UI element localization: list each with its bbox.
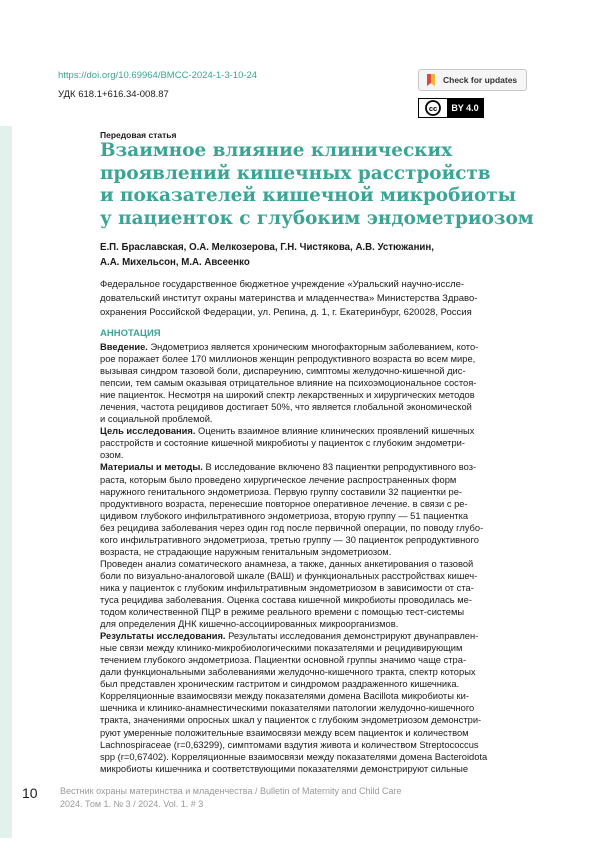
abstract-line bbox=[100, 763, 530, 775]
abstract-text: вызывая синдром тазовой боли, диспареунию, симптомы желудочно-кишечной дис- bbox=[100, 366, 466, 377]
abstract-line bbox=[100, 618, 530, 630]
abstract-text: шечника и клинико-анамнестическими показателями патологии желудочно-кишечного bbox=[100, 703, 475, 714]
abstract-line bbox=[100, 714, 530, 726]
abstract-text: Lachnospiraceae (r=0,63299), симптомами вздутия живота и количеством Streptococcus bbox=[100, 739, 479, 750]
abstract-text: боли по визуально-аналоговой шкале (ВАШ) и функциональных расстройствах кишеч- bbox=[100, 570, 478, 581]
abstract-line bbox=[100, 389, 530, 401]
abstract-line bbox=[100, 570, 530, 582]
abstract-text: раста, которым было проведено хирургическое лечение распространенных форм bbox=[100, 474, 457, 485]
author-line: Е.П. Браславская, О.А. Мелкозерова, Г.Н. Чистякова, А.В. Устюжанин, bbox=[100, 242, 434, 253]
abstract-text: spp (r=0,67402). Корреляционные взаимосвязи между показателями домена Bacteroidota bbox=[100, 751, 488, 762]
abstract-line bbox=[100, 498, 530, 510]
abstract-text: для определения ДНК кишечно-ассоциированных микроорганизмов. bbox=[100, 619, 399, 630]
abstract-line bbox=[100, 510, 530, 522]
abstract-line bbox=[100, 546, 530, 558]
abstract-heading: АННОТАЦИЯ bbox=[100, 328, 161, 339]
abstract-line bbox=[100, 353, 530, 365]
license-badge[interactable] bbox=[418, 98, 484, 118]
abstract-line bbox=[100, 727, 530, 739]
abstract-text: дали функциональными заболеваниями желудочно-кишечного тракта, спектр которых bbox=[100, 667, 476, 678]
abstract-line bbox=[100, 534, 530, 546]
title-line: у пациенток с глубоким эндометриозом bbox=[100, 207, 534, 229]
abstract-text: пепсии, тем самым оказывая отрицательное влияние на психоэмоциональное состоя- bbox=[100, 378, 477, 389]
abstract-text: кого инфильтративного эндометриоза, третью группу — 30 пациенток репродуктивного bbox=[100, 534, 479, 545]
abstract-line bbox=[100, 449, 530, 461]
article-type: Передовая статья bbox=[100, 130, 177, 140]
abstract-line bbox=[100, 413, 530, 425]
abstract-line bbox=[100, 474, 530, 486]
page-number: 10 bbox=[22, 785, 38, 801]
abstract-text: без рецидива заболевания через один год после первичной операции, по поводу глубо- bbox=[100, 522, 484, 533]
abstract-line bbox=[100, 751, 530, 763]
abstract-text: расстройств и состояние кишечной микробиоты у пациенток с глубоким эндометри- bbox=[100, 438, 465, 449]
author-line: А.А. Михельсон, М.А. Авсеенко bbox=[100, 257, 250, 268]
license-label: BY 4.0 bbox=[447, 99, 483, 117]
title-line: и показателей кишечной микробиоты bbox=[100, 185, 517, 206]
abstract-line bbox=[100, 486, 530, 498]
abstract-section-label: Материалы и методы. bbox=[100, 462, 203, 473]
abstract-text: был представлен хроническим гастритом и синдромом раздраженного кишечника. bbox=[100, 679, 460, 690]
abstract-line bbox=[100, 437, 530, 449]
abstract-line bbox=[100, 341, 530, 353]
check-for-updates-button[interactable] bbox=[418, 69, 527, 91]
abstract-section-label: Цель исследования. bbox=[100, 426, 196, 437]
abstract-line bbox=[100, 690, 530, 702]
abstract-line bbox=[100, 522, 530, 534]
abstract-text: микробиоты кишечника и соответствующими показателями демонстрируют сильные bbox=[100, 763, 469, 774]
abstract-text: Результаты исследования демонстрируют двунаправлен- bbox=[225, 631, 479, 642]
abstract-line bbox=[100, 365, 530, 377]
abstract-text: озом. bbox=[100, 450, 124, 461]
abstract-line bbox=[100, 666, 530, 678]
abstract-text: тодом количественной ПЦР в режиме реального времени с помощью тест-системы bbox=[100, 607, 465, 618]
abstract-section-label: Результаты исследования. bbox=[100, 631, 226, 642]
affiliation-line: Федеральное государственное бюджетное учреждение «Уральский научно-иссле- bbox=[100, 279, 465, 290]
abstract-text: В исследование включено 83 пациентки репродуктивного воз- bbox=[202, 462, 477, 473]
author-list bbox=[100, 240, 540, 270]
journal-footer bbox=[60, 785, 480, 810]
abstract-line bbox=[100, 461, 530, 473]
abstract-text: туса рецидива заболевания. Оценка состава кишечной микробиоты проводилась ме- bbox=[100, 594, 472, 605]
abstract-line bbox=[100, 558, 530, 570]
abstract-line bbox=[100, 606, 530, 618]
svg-text:cc: cc bbox=[428, 104, 438, 113]
abstract-text: лечения, частота рецидивов достигает 50%, что является глобальной экономической bbox=[100, 402, 472, 413]
abstract-text: и социальной проблемой. bbox=[100, 414, 213, 425]
abstract-text: цидивом глубокого инфильтративного эндометриоза, вторую группу — 51 пациентка bbox=[100, 510, 469, 521]
abstract-text: ные связи между клинико-микробиологическими показателями и рецидивирующим bbox=[100, 643, 463, 654]
udk-code: УДК 618.1+616.34-008.87 bbox=[58, 89, 169, 100]
abstract-line bbox=[100, 654, 530, 666]
affiliation-line: охранения Российской Федерации, ул. Репина, д. 1, г. Екатеринбург, 620028, Россия bbox=[100, 307, 472, 318]
abstract-line bbox=[100, 582, 530, 594]
abstract-line bbox=[100, 401, 530, 413]
abstract-text: наружного генитального эндометриоза. Первую группу составили 32 пациентки ре- bbox=[100, 486, 463, 497]
abstract-text: продуктивного возраста, перенесшие повторное оперативное лечение. в связи с ре- bbox=[100, 498, 468, 509]
crossmark-icon bbox=[424, 73, 438, 87]
abstract-line bbox=[100, 739, 530, 751]
abstract-body bbox=[100, 341, 530, 775]
abstract-text: ника у пациенток с глубоким инфильтративным эндометриозом в зависимости от ста- bbox=[100, 582, 474, 593]
abstract-line bbox=[100, 425, 530, 437]
abstract-section-label: Введение. bbox=[100, 342, 148, 352]
title-line: проявлений кишечных расстройств bbox=[100, 162, 491, 184]
abstract-text: Корреляционные взаимосвязи между показателями домена Bacillota микробиоты ки- bbox=[100, 691, 469, 702]
abstract-line bbox=[100, 678, 530, 690]
affiliation-line: довательский институт охраны материнства и младенчества» Министерства Здраво- bbox=[100, 293, 478, 304]
journal-name: Вестник охраны материнства и младенчества / Bulletin of Maternity and Child Care bbox=[60, 786, 402, 796]
abstract-line bbox=[100, 702, 530, 714]
side-decor-strip bbox=[0, 126, 12, 838]
title-line: Взаимное влияние клинических bbox=[100, 140, 453, 161]
abstract-text: рое поражает более 170 миллионов женщин репродуктивного возраста во всем мире, bbox=[100, 354, 476, 365]
abstract-line bbox=[100, 642, 530, 654]
abstract-text: возраста, не страдающие наружным генитальным эндометриозом. bbox=[100, 546, 392, 557]
abstract-line bbox=[100, 594, 530, 606]
abstract-text: течением глубокого эндометриоза. Пациентки основной группы значимо чаще стра- bbox=[100, 655, 467, 666]
doi-link[interactable]: https://doi.org/10.69964/BMCC-2024-1-3-10-24 bbox=[58, 70, 258, 81]
abstract-text: ние пациенток. Несмотря на широкий спектр лекарственных и хирургических методов bbox=[100, 390, 475, 401]
abstract-text: Эндометриоз является хроническим многофакторным заболеванием, кото- bbox=[147, 342, 479, 352]
creative-commons-icon bbox=[419, 99, 447, 117]
abstract-text: руют умеренные положительные взаимосвязи между всем пациенток и количеством bbox=[100, 727, 469, 738]
check-for-updates-label: Check for updates bbox=[443, 75, 518, 85]
article-title bbox=[100, 140, 534, 230]
journal-issue: 2024. Том 1. № 3 / 2024. Vol. 1. # 3 bbox=[60, 798, 204, 809]
affiliation bbox=[100, 278, 540, 320]
abstract-text: тракта, значениями опросных шкал у пациенток с глубоким эндометриозом демонстри- bbox=[100, 715, 482, 726]
abstract-line bbox=[100, 630, 530, 642]
abstract-text: Оценить взаимное влияние клинических проявлений кишечных bbox=[195, 426, 475, 437]
abstract-text: Проведен анализ соматического анамнеза, а также, данных анкетирования о тазовой bbox=[100, 558, 474, 569]
abstract-line bbox=[100, 377, 530, 389]
